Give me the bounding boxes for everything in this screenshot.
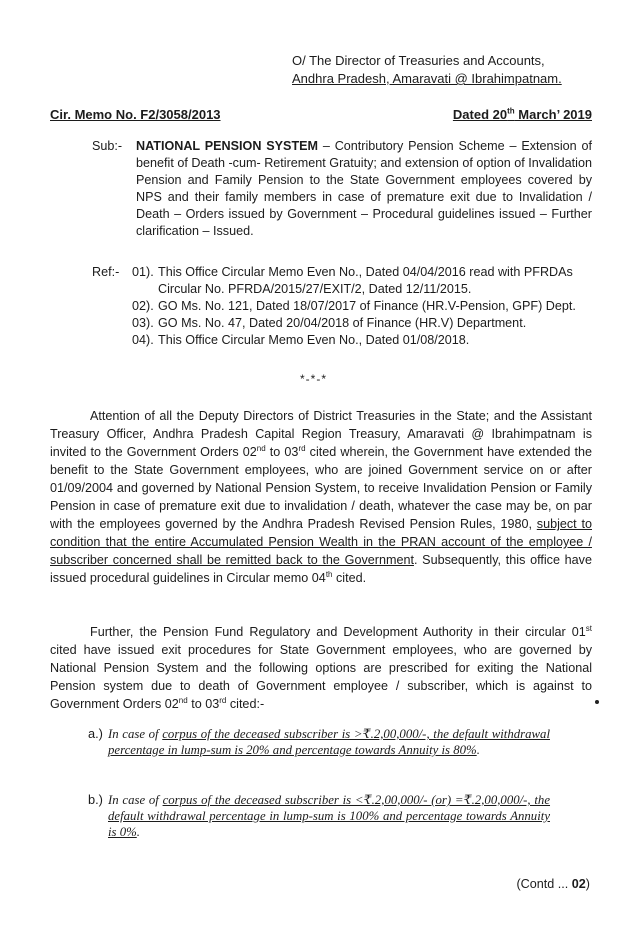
memo-header: [50, 107, 592, 122]
subject-text: [136, 138, 592, 240]
option-plain: .: [136, 825, 140, 839]
reference-number: 02).: [132, 299, 154, 313]
option-label: b.): [88, 792, 103, 807]
paragraph-2-sup: nd: [178, 695, 188, 705]
option-text: [108, 726, 550, 758]
continued-prefix: (Contd ...: [516, 877, 572, 891]
reference-item: [132, 264, 592, 298]
paragraph-1-text: . Subsequently, this office have issued procedural guidelines in Circular memo 04: [50, 553, 592, 585]
references-block: [92, 264, 592, 349]
reference-item: [132, 315, 592, 332]
paragraph-1-sup: rd: [298, 443, 306, 453]
address-line-1: O/ The Director of Treasuries and Accounts,: [292, 53, 545, 68]
reference-number: 01).: [132, 265, 154, 279]
reference-number: 03).: [132, 316, 154, 330]
paragraph-2-text: to 03: [187, 697, 220, 711]
option-plain: .: [476, 743, 480, 757]
reference-text: This Office Circular Memo Even No., Dated 01/08/2018.: [158, 333, 470, 347]
scan-mark: [595, 700, 599, 704]
option-label: a.): [88, 726, 103, 741]
paragraph-2-sup: rd: [219, 695, 227, 705]
memo-date-sup: th: [507, 106, 515, 116]
memo-number: Cir. Memo No. F2/3058/2013: [50, 107, 221, 122]
memo-date: [453, 107, 592, 122]
paragraph-1-sup: nd: [256, 443, 266, 453]
continued-note: [516, 877, 590, 891]
subject-block: [92, 138, 592, 240]
paragraph-1-text: Attention of all the Deputy Directors of District Treasuries in the State; and the Assistant Treasury Officer, Andhra Pradesh Capital Region Treasury, Amaravati @ Ibrahimpatnam is invited to the Government Orders 02: [50, 409, 592, 459]
paragraph-2-text: Further, the Pension Fund Regulatory and Development Authority in their circular 01: [90, 625, 586, 639]
separator: *-*-*: [300, 372, 328, 386]
option-b: [88, 792, 550, 840]
continued-suffix: ): [585, 877, 590, 891]
address-line-2: Andhra Pradesh, Amaravati @ Ibrahimpatnam.: [292, 71, 562, 86]
option-plain: In case of: [108, 727, 163, 741]
subject-bold: NATIONAL PENSION SYSTEM: [136, 139, 319, 153]
memo-date-suffix: March’ 2019: [514, 107, 592, 122]
option-a: [88, 726, 550, 758]
continued-page: 02: [571, 877, 586, 891]
option-plain: In case of: [108, 793, 163, 807]
reference-text: This Office Circular Memo Even No., Dated 04/04/2016 read with PFRDAs Circular No. PFRDA/2015/27/EXIT/2, Dated 12/11/2015.: [158, 265, 573, 296]
paragraph-1-sup: th: [325, 569, 333, 579]
paragraph-1-underlined: subject to condition that the entire Accumulated Pension Wealth in the PRAN account of the employee / subscriber concerned shall be remitted back to the Government: [50, 517, 592, 567]
option-underlined: corpus of the deceased subscriber is <₹.2,00,000/- (or) =₹.2,00,000/-, the default withdrawal percentage in lump-sum is 100% and percentage towards Annuity is 0%: [108, 793, 551, 839]
paragraph-1-text: cited wherein, the Government have extended the benefit to the State Government employees, who are joined Government service on or after 01/09/2004 and governed by National Pension System, to receive Invalidation Pension or Family Pension in case of premature exit due to invalidation / death, whatever the case may be, on par with the employees governed by the Andhra Pradesh Revised Pension Rules, 1980,: [50, 445, 593, 531]
option-text: [108, 792, 550, 840]
reference-item: [132, 298, 592, 315]
subject-rest: – Contributory Pension Scheme – Extension of benefit of Death -cum- Retirement Gratuity; and extension of option of Invalidation Pension and Family Pension to the State Government employees covered by NPS and their family members in case of premature exit due to Invalidation / Death – Orders issued by Government – Procedural guidelines issued – Further clarification – Issued.: [136, 139, 592, 238]
references-list: [132, 264, 592, 349]
paragraph-2-text: cited:-: [226, 697, 265, 711]
paragraph-1: [50, 407, 592, 587]
reference-item: [132, 332, 592, 349]
subject-label: Sub:-: [92, 139, 123, 153]
paragraph-1-text: to 03: [265, 445, 299, 459]
office-address: [292, 52, 592, 88]
reference-text: GO Ms. No. 121, Dated 18/07/2017 of Finance (HR.V-Pension, GPF) Dept.: [158, 299, 576, 313]
references-label: Ref:-: [92, 265, 120, 279]
option-underlined: corpus of the deceased subscriber is >₹.2,00,000/-, the default withdrawal percentage in lump-sum is 20% and percentage towards Annuity is 80%: [108, 727, 550, 757]
reference-text: GO Ms. No. 47, Dated 20/04/2018 of Finance (HR.V) Department.: [158, 316, 527, 330]
paragraph-2-text: cited have issued exit procedures for State Government employees, who are governed by National Pension System and the following options are prescribed for exiting the National Pension system due to death of Government employee / subscriber, which is against to Government Orders 02: [50, 643, 592, 711]
paragraph-1-text: cited.: [332, 571, 367, 585]
memo-date-prefix: Dated 20: [452, 107, 508, 122]
reference-number: 04).: [132, 333, 154, 347]
paragraph-2: [50, 623, 592, 713]
paragraph-2-sup: st: [585, 623, 592, 633]
